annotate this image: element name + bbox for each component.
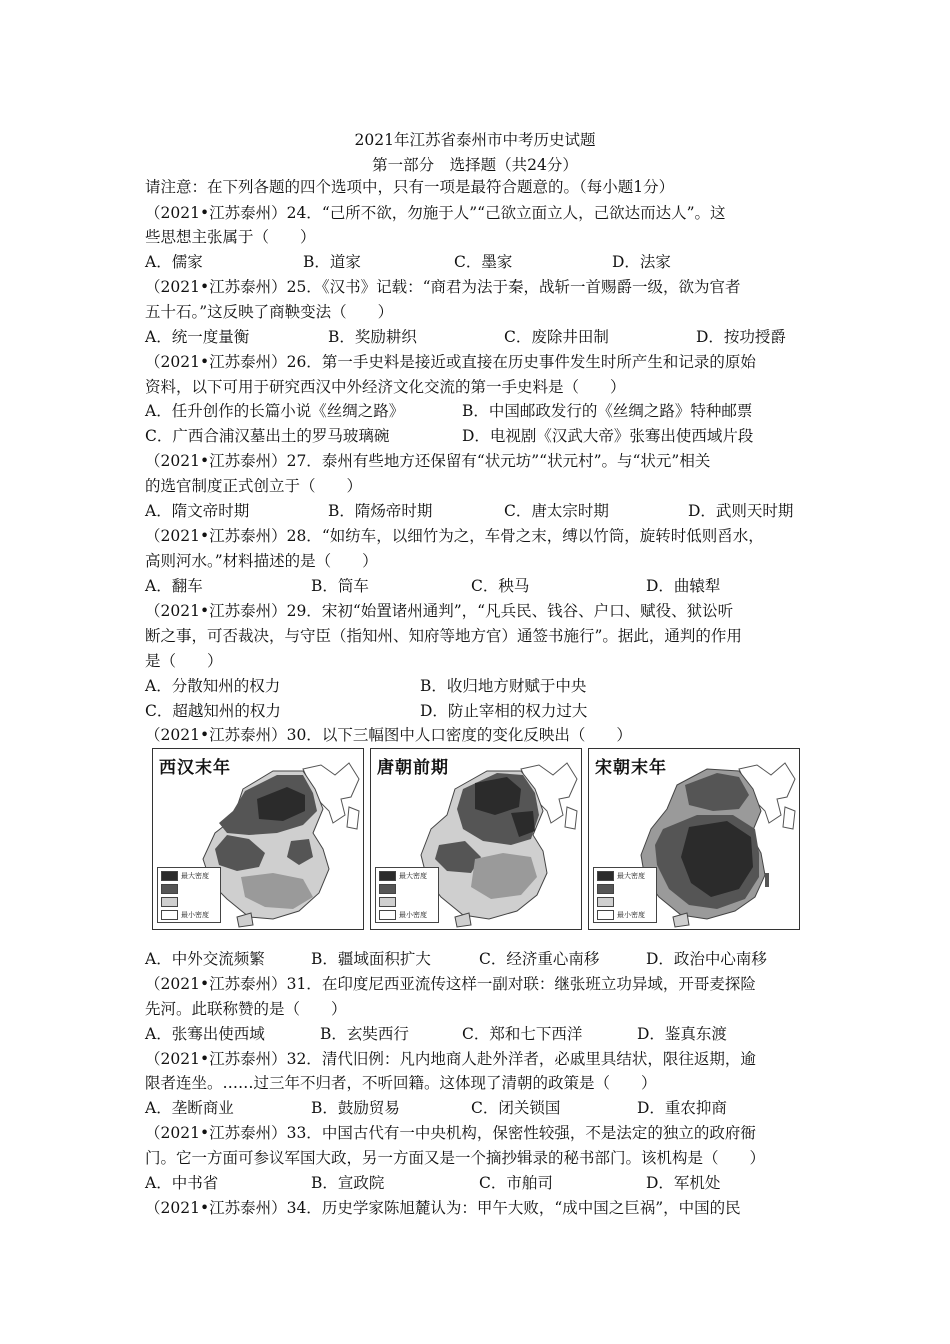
question-text: （2021•江苏泰州）25．《汉书》记载：“商君为法于秦，战斩一首赐爵一级，欲为官者 xyxy=(145,278,741,296)
option-b: B．玄奘西行 xyxy=(320,1025,409,1043)
option-b: B．鼓励贸易 xyxy=(311,1099,400,1117)
exam-title: 2021年江苏省泰州市中考历史试题 xyxy=(354,131,596,149)
legend-label: 最小密度 xyxy=(181,910,209,919)
question-text: （2021•江苏泰州）31．在印度尼西亚流传这样一副对联：继张班立功异域，开哥麦探险 xyxy=(145,975,756,993)
option-b: B．筒车 xyxy=(311,577,369,595)
option-a: A．儒家 xyxy=(145,253,203,271)
question-text: 高则河水。”材料描述的是（ ） xyxy=(145,552,378,570)
option-d: D．法家 xyxy=(612,253,671,271)
option-c: C．经济重心南移 xyxy=(479,950,600,968)
option-c: C．郑和七下西洋 xyxy=(462,1025,583,1043)
map-early-tang xyxy=(370,748,582,930)
legend-swatch xyxy=(161,897,178,907)
option-c: C．超越知州的权力 xyxy=(145,702,281,720)
map-legend xyxy=(375,867,439,923)
option-d: D．鉴真东渡 xyxy=(637,1025,727,1043)
question-text: 五十石。”这反映了商鞅变法（ ） xyxy=(145,303,394,321)
legend-swatch xyxy=(597,884,614,894)
option-d: D．防止宰相的权力过大 xyxy=(420,702,588,720)
option-a: A．统一度量衡 xyxy=(145,328,250,346)
question-text: 限者连坐。……过三年不归者，不听回籍。这体现了清朝的政策是（ ） xyxy=(145,1074,657,1092)
legend-label: 最小密度 xyxy=(399,910,427,919)
question-text: （2021•江苏泰州）33．中国古代有一中央机构，保密性较强，不是法定的独立的政府衙 xyxy=(145,1124,756,1142)
option-a: A．分散知州的权力 xyxy=(145,677,281,695)
question-text: 先河。此联称赞的是（ ） xyxy=(145,1000,347,1018)
question-text: （2021•江苏泰州）32．清代旧例：凡内地商人赴外洋者，必戚里具结状，限往返期，逾 xyxy=(145,1050,756,1068)
option-a: A．中书省 xyxy=(145,1174,219,1192)
option-a: A．中外交流频繁 xyxy=(145,950,265,968)
option-d: D．按功授爵 xyxy=(696,328,786,346)
map-title: 宋朝末年 xyxy=(595,758,667,778)
question-text: 的选官制度正式创立于（ ） xyxy=(145,477,363,495)
map-late-song xyxy=(588,748,800,930)
option-c: C．秧马 xyxy=(471,577,530,595)
question-text: 是（ ） xyxy=(145,652,223,670)
option-b: B．隋炀帝时期 xyxy=(328,502,433,520)
option-a: A．张骞出使西域 xyxy=(145,1025,265,1043)
option-c: C．闭关锁国 xyxy=(471,1099,561,1117)
legend-label: 最大密度 xyxy=(617,871,645,880)
map-title: 西汉末年 xyxy=(159,758,231,778)
question-text: 断之事，可否裁决，与守臣（指知州、知府等地方官）通签书施行”。据此，通判的作用 xyxy=(145,627,742,645)
option-d: D．军机处 xyxy=(646,1174,721,1192)
option-b: B．奖励耕织 xyxy=(328,328,417,346)
map-legend xyxy=(593,867,657,923)
option-a: A．垄断商业 xyxy=(145,1099,234,1117)
option-d: D．曲辕犁 xyxy=(646,577,721,595)
option-d: D．电视剧《汉武大帝》张骞出使西域片段 xyxy=(462,427,754,445)
legend-swatch xyxy=(161,910,178,920)
option-a: A．翻车 xyxy=(145,577,203,595)
legend-swatch xyxy=(597,910,614,920)
question-text: （2021•江苏泰州）27．泰州有些地方还保留有“状元坊”“状元村”。与“状元”相关 xyxy=(145,452,711,470)
question-text: （2021•江苏泰州）26．第一手史料是接近或直接在历史事件发生时所产生和记录的原始 xyxy=(145,353,756,371)
question-text: （2021•江苏泰州）30．以下三幅图中人口密度的变化反映出（ ） xyxy=(145,726,632,744)
option-d: D．重农抑商 xyxy=(637,1099,727,1117)
legend-swatch xyxy=(161,884,178,894)
option-b: B．宣政院 xyxy=(311,1174,385,1192)
legend-swatch xyxy=(379,910,396,920)
option-b: B．疆域面积扩大 xyxy=(311,950,431,968)
option-b: B．中国邮政发行的《丝绸之路》特种邮票 xyxy=(462,402,753,420)
option-c: C．废除井田制 xyxy=(504,328,609,346)
legend-label: 最大密度 xyxy=(399,871,427,880)
map-legend xyxy=(157,867,221,923)
legend-swatch xyxy=(379,884,396,894)
option-c: C．墨家 xyxy=(454,253,513,271)
option-b: B．收归地方财赋于中央 xyxy=(420,677,587,695)
legend-swatch xyxy=(379,871,396,881)
map-title: 唐朝前期 xyxy=(377,758,449,778)
option-c: C．市舶司 xyxy=(479,1174,553,1192)
option-b: B．道家 xyxy=(303,253,361,271)
question-text: （2021•江苏泰州）24．“己所不欲，勿施于人”“己欲立面立人，己欲达而达人”。这 xyxy=(145,204,726,222)
option-c: C．唐太宗时期 xyxy=(504,502,609,520)
map-western-han xyxy=(152,748,364,930)
question-text: （2021•江苏泰州）34．历史学家陈旭麓认为：甲午大败，“成中国之巨祸”，中国的民 xyxy=(145,1199,741,1217)
question-text: 资料，以下可用于研究西汉中外经济文化交流的第一手史料是（ ） xyxy=(145,378,626,396)
population-density-maps xyxy=(152,748,800,928)
legend-swatch xyxy=(379,897,396,907)
option-c: C．广西合浦汉墓出土的罗马玻璃碗 xyxy=(145,427,390,445)
option-a: A．隋文帝时期 xyxy=(145,502,250,520)
legend-swatch xyxy=(597,871,614,881)
option-d: D．武则天时期 xyxy=(688,502,794,520)
section-title: 第一部分 选择题（共24分） xyxy=(372,156,578,174)
question-text: （2021•江苏泰州）28．“如纺车，以细竹为之，车骨之末，缚以竹筒，旋转时低则舀水， xyxy=(145,527,764,545)
legend-label: 最大密度 xyxy=(181,871,209,880)
instructions: 请注意：在下列各题的四个选项中，只有一项是最符合题意的。（每小题1分） xyxy=(145,178,675,196)
legend-swatch xyxy=(597,897,614,907)
legend-swatch xyxy=(161,871,178,881)
question-text: 些思想主张属于（ ） xyxy=(145,228,316,246)
legend-label: 最小密度 xyxy=(617,910,645,919)
question-text: （2021•江苏泰州）29．宋初“始置诸州通判”，“凡兵民、钱谷、户口、赋役、狱讼听 xyxy=(145,602,734,620)
option-d: D．政治中心南移 xyxy=(646,950,767,968)
option-a: A．任升创作的长篇小说《丝绸之路》 xyxy=(145,402,405,420)
question-text: 门。它一方面可参议军国大政，另一方面又是一个摘抄辑录的秘书部门。该机构是（ ） xyxy=(145,1149,766,1167)
